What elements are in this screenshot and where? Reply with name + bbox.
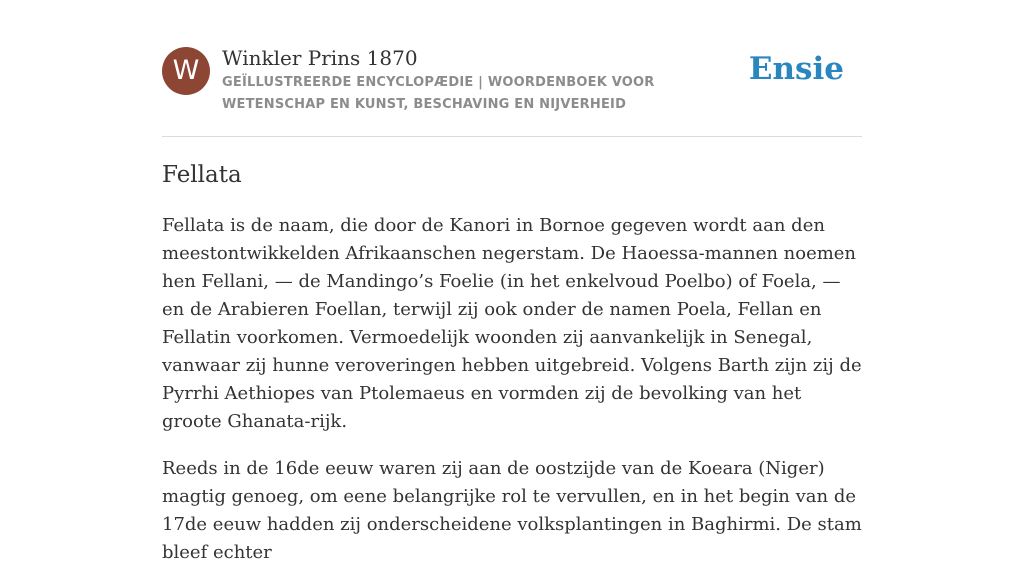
source-avatar[interactable]: W (162, 47, 210, 95)
article-paragraph: Reeds in de 16de eeuw waren zij aan de oostzijde van de Koeara (Niger) magtig genoeg, om eene belangrijke rol te vervullen, en in het begin van de 17de eeuw hadden zij onderscheidene volksplantingen in Baghirmi. De stam bleef echter (162, 458, 862, 563)
source-header (162, 46, 862, 137)
article-paragraph: Fellata is de naam, die door de Kanori in Bornoe gegeven wordt aan den meestontwikkelden Afrikaanschen negerstam. De Haoessa-mannen noemen hen Fellani, — de Mandingo’s Foelie (in het enkelvoud Poelbo) of Foela, — en de Arabieren Foellan, terwijl zij ook onder de namen Poela, Fellan en Fellatin voorkomen. Vermoedelijk woonden zij aanvankelijk in Senegal, vanwaar zij hunne veroveringen hebben uitgebreid. Volgens Barth zijn zij de Pyrrhi Aethiopes van Ptolemaeus en vormden zij de bevolking van het groote Ghanata-rijk. (162, 215, 862, 432)
source-title[interactable]: Winkler Prins 1870 (222, 46, 418, 70)
article-title: Fellata (162, 162, 242, 188)
source-subtitle: GEÏLLUSTREERDE ENCYCLOPÆDIE | WOORDENBOEK VOOR WETENSCHAP EN KUNST, BESCHAVING EN NIJVERHEID (222, 75, 655, 112)
ensie-logo[interactable]: Ensie (748, 51, 844, 87)
article-body (162, 212, 862, 586)
